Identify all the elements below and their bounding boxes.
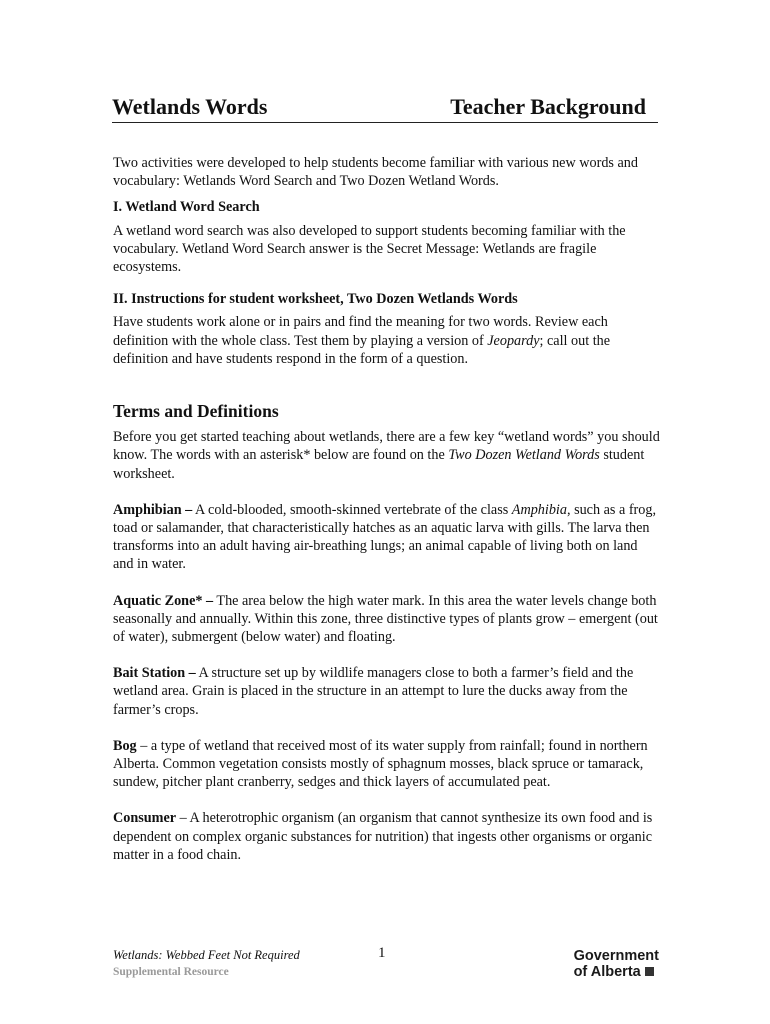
jeopardy-italic: Jeopardy <box>487 332 540 349</box>
page-number: 1 <box>378 945 386 961</box>
page-footer <box>113 947 300 981</box>
definition-bog: Bog – a type of wetland that received most of its water supply from rainfall; found in northern Alberta. Common vegetation consists mostly of sphagnum mosses, black spruce or tamarack, sundew, pitcher plant cranberry, sedges and thick layers of accumulated peat. <box>113 737 648 791</box>
definition-amphibian: Amphibian – A cold-blooded, smooth-skinned vertebrate of the class Amphibia, such as a frog, toad or salamander, that characteristically hatches as an aquatic larva with gills. The larva then transforms into an adult having air-breathing lungs; an animal capable of living both on land and in water. <box>113 501 657 573</box>
logo-square-icon <box>645 967 654 976</box>
section-body-word-search: A wetland word search was also developed to support students becoming familiar with the vocabulary. Wetland Word Search answer is the Secret Message: Wetlands are fragile ecosystems. <box>113 222 626 276</box>
term-bog: Bog <box>113 737 137 754</box>
government-of-alberta-logo: Government of Alberta <box>573 948 659 980</box>
term-bait-station: Bait Station – <box>113 665 196 682</box>
term-consumer: Consumer <box>113 810 177 827</box>
footer-title: Wetlands: Webbed Feet Not Required <box>113 948 300 962</box>
page-header <box>112 92 658 123</box>
section-heading-instructions: II. Instructions for student worksheet, Two Dozen Wetlands Words <box>113 291 518 308</box>
document-title: Wetlands Words <box>112 94 268 119</box>
terms-intro: Before you get started teaching about wetlands, there are a few key “wetland words” you should know. The words with an asterisk* below are found on the Two Dozen Wetland Words student worksheet. <box>113 429 660 482</box>
section-heading-word-search: I. Wetland Word Search <box>113 199 260 216</box>
terms-heading: Terms and Definitions <box>113 401 279 422</box>
definition-bait-station: Bait Station – A structure set up by wildlife managers close to both a farmer’s field and the wetland area. Grain is placed in the structure in an attempt to lure the ducks away from the farmer’s crops. <box>113 665 634 718</box>
intro-paragraph: Two activities were developed to help students become familiar with various new words and vocabulary: Wetlands Word Search and Two Dozen Wetland Words. <box>113 155 638 190</box>
document-body <box>113 154 660 864</box>
worksheet-title-italic: Two Dozen Wetland Words <box>448 447 600 464</box>
term-amphibian: Amphibian – <box>113 501 193 518</box>
definition-aquatic-zone: Aquatic Zone* – The area below the high water mark. In this area the water levels change both seasonally and annually. Within this zone, three distinctive types of plants grow – emergent (out of water), submergent (below water) and floating. <box>113 592 658 646</box>
footer-subtitle: Supplemental Resource <box>113 966 229 978</box>
document-category: Teacher Background <box>450 94 646 119</box>
term-aquatic-zone: Aquatic Zone* – <box>113 592 214 609</box>
definition-consumer: Consumer – A heterotrophic organism (an organism that cannot synthesize its own food and is dependent on complex organic substances for nutrition) that ingests other organisms or organic matter in a food chain. <box>113 810 653 863</box>
section-body-instructions: Have students work alone or in pairs and find the meaning for two words. Review each definition with the whole class. Test them by playing a version of Jeopardy; call out the definition and have students respond in the form of a question. <box>113 314 611 367</box>
